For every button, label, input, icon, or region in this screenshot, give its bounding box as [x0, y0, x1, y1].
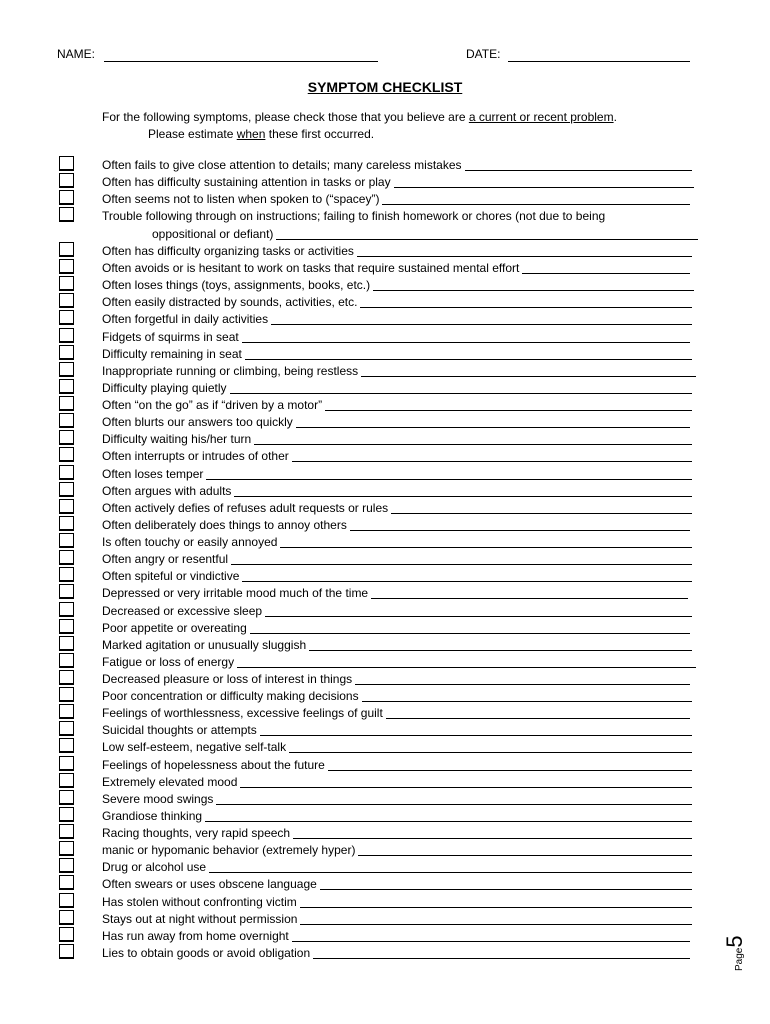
symptom-label: Often has difficulty organizing tasks or activities — [102, 244, 354, 258]
symptom-label: manic or hypomanic behavior (extremely hyper) — [102, 843, 356, 857]
symptom-checkbox[interactable] — [59, 259, 74, 273]
symptom-onset-line[interactable] — [292, 461, 692, 462]
symptom-checkbox[interactable] — [59, 242, 74, 256]
symptom-checkbox[interactable] — [59, 756, 74, 770]
symptom-checkbox[interactable] — [59, 362, 74, 376]
symptom-label: Often has difficulty sustaining attention in tasks or play — [102, 175, 391, 189]
symptom-label: Marked agitation or unusually sluggish — [102, 638, 307, 652]
symptom-onset-line[interactable] — [325, 410, 692, 411]
symptom-label: Is often touchy or easily annoyed — [102, 535, 278, 549]
page-title: SYMPTOM CHECKLIST — [307, 79, 463, 95]
symptom-checkbox[interactable] — [59, 190, 74, 204]
symptom-onset-line[interactable] — [382, 204, 690, 205]
symptom-onset-line[interactable] — [522, 273, 690, 274]
symptom-checkbox[interactable] — [59, 413, 74, 427]
symptom-onset-line[interactable] — [313, 958, 690, 959]
symptom-checkbox[interactable] — [59, 276, 74, 290]
symptom-checkbox[interactable] — [59, 430, 74, 444]
symptom-label: Depressed or very irritable mood much of the time — [102, 586, 369, 600]
page-word: Page — [734, 947, 745, 971]
symptom-onset-line[interactable] — [309, 650, 692, 651]
symptom-label: Stays out at night without permission — [102, 912, 298, 926]
symptom-onset-line[interactable] — [296, 427, 690, 428]
symptom-onset-line[interactable] — [320, 889, 692, 890]
symptom-onset-line[interactable] — [355, 684, 690, 685]
symptom-checkbox[interactable] — [59, 447, 74, 461]
symptom-label: Lies to obtain goods or avoid obligation — [102, 946, 311, 960]
symptom-checkbox[interactable] — [59, 602, 74, 616]
symptom-checkbox[interactable] — [59, 670, 74, 684]
symptom-onset-line[interactable] — [360, 307, 692, 308]
symptom-onset-line[interactable] — [260, 735, 692, 736]
symptom-label: Often swears or uses obscene language — [102, 877, 317, 891]
symptom-onset-line[interactable] — [292, 941, 690, 942]
symptom-label: Often loses things (toys, assignments, books, etc.) — [102, 278, 371, 292]
symptom-label: Decreased pleasure or loss of interest in things — [102, 672, 353, 686]
symptom-onset-line[interactable] — [391, 513, 692, 514]
symptom-onset-line[interactable] — [289, 752, 692, 753]
symptom-checkbox[interactable] — [59, 550, 74, 564]
symptom-checkbox[interactable] — [59, 773, 74, 787]
symptom-label: Suicidal thoughts or attempts — [102, 723, 257, 737]
symptom-onset-line[interactable] — [216, 804, 692, 805]
symptom-checkbox[interactable] — [59, 824, 74, 838]
symptom-label: Often deliberately does things to annoy others — [102, 518, 347, 532]
symptom-checkbox[interactable] — [59, 310, 74, 324]
symptom-onset-line[interactable] — [280, 547, 692, 548]
symptom-onset-line[interactable] — [242, 581, 692, 582]
symptom-label: Feelings of hopelessness about the future — [102, 758, 325, 772]
symptom-checkbox[interactable] — [59, 499, 74, 513]
symptom-checkbox[interactable] — [59, 619, 74, 633]
symptom-checkbox[interactable] — [59, 841, 74, 855]
symptom-checkbox[interactable] — [59, 396, 74, 410]
intro-line-1: For the following symptoms, please check those that you believe are a current or recent problem. — [102, 110, 617, 124]
symptom-label: Extremely elevated mood — [102, 775, 238, 789]
symptom-onset-line[interactable] — [242, 342, 690, 343]
symptom-checkbox[interactable] — [59, 944, 74, 958]
symptom-onset-line[interactable] — [293, 838, 692, 839]
symptom-label: Often interrupts or intrudes of other — [102, 449, 289, 463]
date-label: DATE: — [466, 47, 501, 61]
symptom-checkbox[interactable] — [59, 173, 74, 187]
symptom-label-continuation: oppositional or defiant) — [152, 227, 274, 241]
symptom-onset-line[interactable] — [357, 256, 692, 257]
symptom-label: Often forgetful in daily activities — [102, 312, 269, 326]
symptom-onset-line[interactable] — [271, 324, 692, 325]
symptom-onset-line[interactable] — [300, 907, 692, 908]
symptom-label: Difficulty playing quietly — [102, 381, 227, 395]
symptom-label: Difficulty remaining in seat — [102, 347, 242, 361]
symptom-checkbox[interactable] — [59, 704, 74, 718]
symptom-checkbox[interactable] — [59, 482, 74, 496]
symptom-label: Inappropriate running or climbing, being restless — [102, 364, 359, 378]
symptom-checkbox[interactable] — [59, 653, 74, 667]
symptom-onset-line[interactable] — [209, 872, 692, 873]
symptom-onset-line[interactable] — [328, 770, 692, 771]
symptom-label: Poor appetite or overeating — [102, 621, 247, 635]
symptom-label: Racing thoughts, very rapid speech — [102, 826, 291, 840]
page-digit: 5 — [722, 935, 747, 948]
symptom-checkbox[interactable] — [59, 893, 74, 907]
symptom-checkbox[interactable] — [59, 379, 74, 393]
symptom-label: Often loses temper — [102, 467, 204, 481]
symptom-label: Often spiteful or vindictive — [102, 569, 240, 583]
symptom-onset-line[interactable] — [386, 718, 690, 719]
symptom-onset-line[interactable] — [350, 530, 690, 531]
symptom-label: Difficulty waiting his/her turn — [102, 432, 252, 446]
symptom-label: Poor concentration or difficulty making decisions — [102, 689, 359, 703]
symptom-onset-line[interactable] — [358, 855, 692, 856]
symptom-label: Often actively defies of refuses adult requests or rules — [102, 501, 389, 515]
symptom-onset-line[interactable] — [237, 667, 696, 668]
symptom-checkbox[interactable] — [59, 636, 74, 650]
symptom-checkbox[interactable] — [59, 207, 74, 221]
symptom-checkbox[interactable] — [59, 858, 74, 872]
symptom-checkbox[interactable] — [59, 721, 74, 735]
symptom-checkbox[interactable] — [59, 584, 74, 598]
symptom-checkbox[interactable] — [59, 516, 74, 530]
symptom-label: Low self-esteem, negative self-talk — [102, 740, 287, 754]
symptom-label: Often seems not to listen when spoken to (“spacey”) — [102, 192, 380, 206]
symptom-label: Often angry or resentful — [102, 552, 229, 566]
symptom-label: Often fails to give close attention to details; many careless mistakes — [102, 158, 462, 172]
symptom-onset-line[interactable] — [206, 479, 692, 480]
symptom-onset-line[interactable] — [234, 496, 692, 497]
symptom-onset-line[interactable] — [254, 444, 692, 445]
symptom-label: Often easily distracted by sounds, activities, etc. — [102, 295, 358, 309]
symptom-onset-line[interactable] — [373, 290, 694, 291]
symptom-checkbox[interactable] — [59, 567, 74, 581]
symptom-checkbox[interactable] — [59, 156, 74, 170]
symptom-onset-line[interactable] — [394, 187, 694, 188]
symptom-checkbox[interactable] — [59, 910, 74, 924]
symptom-label: Decreased or excessive sleep — [102, 604, 263, 618]
symptom-onset-line[interactable] — [361, 376, 696, 377]
symptom-label: Has stolen without confronting victim — [102, 895, 297, 909]
symptom-onset-line[interactable] — [276, 239, 698, 240]
page-number — [718, 925, 758, 975]
symptom-label: Severe mood swings — [102, 792, 214, 806]
symptom-label: Often “on the go” as if “driven by a motor” — [102, 398, 323, 412]
symptom-onset-line[interactable] — [250, 633, 690, 634]
symptom-checkbox[interactable] — [59, 345, 74, 359]
symptom-label: Has run away from home overnight — [102, 929, 289, 943]
intro-line-2: Please estimate when these first occurred. — [148, 127, 375, 141]
symptom-checkbox[interactable] — [59, 927, 74, 941]
symptom-onset-line[interactable] — [265, 616, 692, 617]
symptom-label: Trouble following through on instructions; failing to finish homework or chores (not due to being — [102, 209, 606, 223]
symptom-label: Drug or alcohol use — [102, 860, 207, 874]
symptom-onset-line[interactable] — [231, 564, 692, 565]
symptom-onset-line[interactable] — [230, 393, 692, 394]
symptom-label: Fidgets of squirms in seat — [102, 330, 239, 344]
symptom-checkbox[interactable] — [59, 807, 74, 821]
name-label: NAME: — [57, 47, 96, 61]
symptom-onset-line[interactable] — [371, 598, 688, 599]
symptom-onset-line[interactable] — [205, 821, 692, 822]
symptom-label: Grandiose thinking — [102, 809, 203, 823]
symptom-label: Feelings of worthlessness, excessive feelings of guilt — [102, 706, 383, 720]
symptom-onset-line[interactable] — [465, 170, 692, 171]
symptom-onset-line[interactable] — [300, 924, 692, 925]
symptom-label: Often blurts our answers too quickly — [102, 415, 293, 429]
symptom-label: Often argues with adults — [102, 484, 232, 498]
symptom-onset-line[interactable] — [362, 701, 692, 702]
symptom-checkbox[interactable] — [59, 687, 74, 701]
symptom-checkbox[interactable] — [59, 328, 74, 342]
symptom-checkbox[interactable] — [59, 738, 74, 752]
symptom-checkbox[interactable] — [59, 533, 74, 547]
symptom-onset-line[interactable] — [240, 787, 692, 788]
symptom-checkbox[interactable] — [59, 465, 74, 479]
symptom-label: Often avoids or is hesitant to work on tasks that require sustained mental effort — [102, 261, 520, 275]
symptom-checkbox[interactable] — [59, 293, 74, 307]
symptom-checkbox[interactable] — [59, 790, 74, 804]
symptom-checkbox[interactable] — [59, 875, 74, 889]
symptom-onset-line[interactable] — [245, 359, 692, 360]
symptom-label: Fatigue or loss of energy — [102, 655, 235, 669]
